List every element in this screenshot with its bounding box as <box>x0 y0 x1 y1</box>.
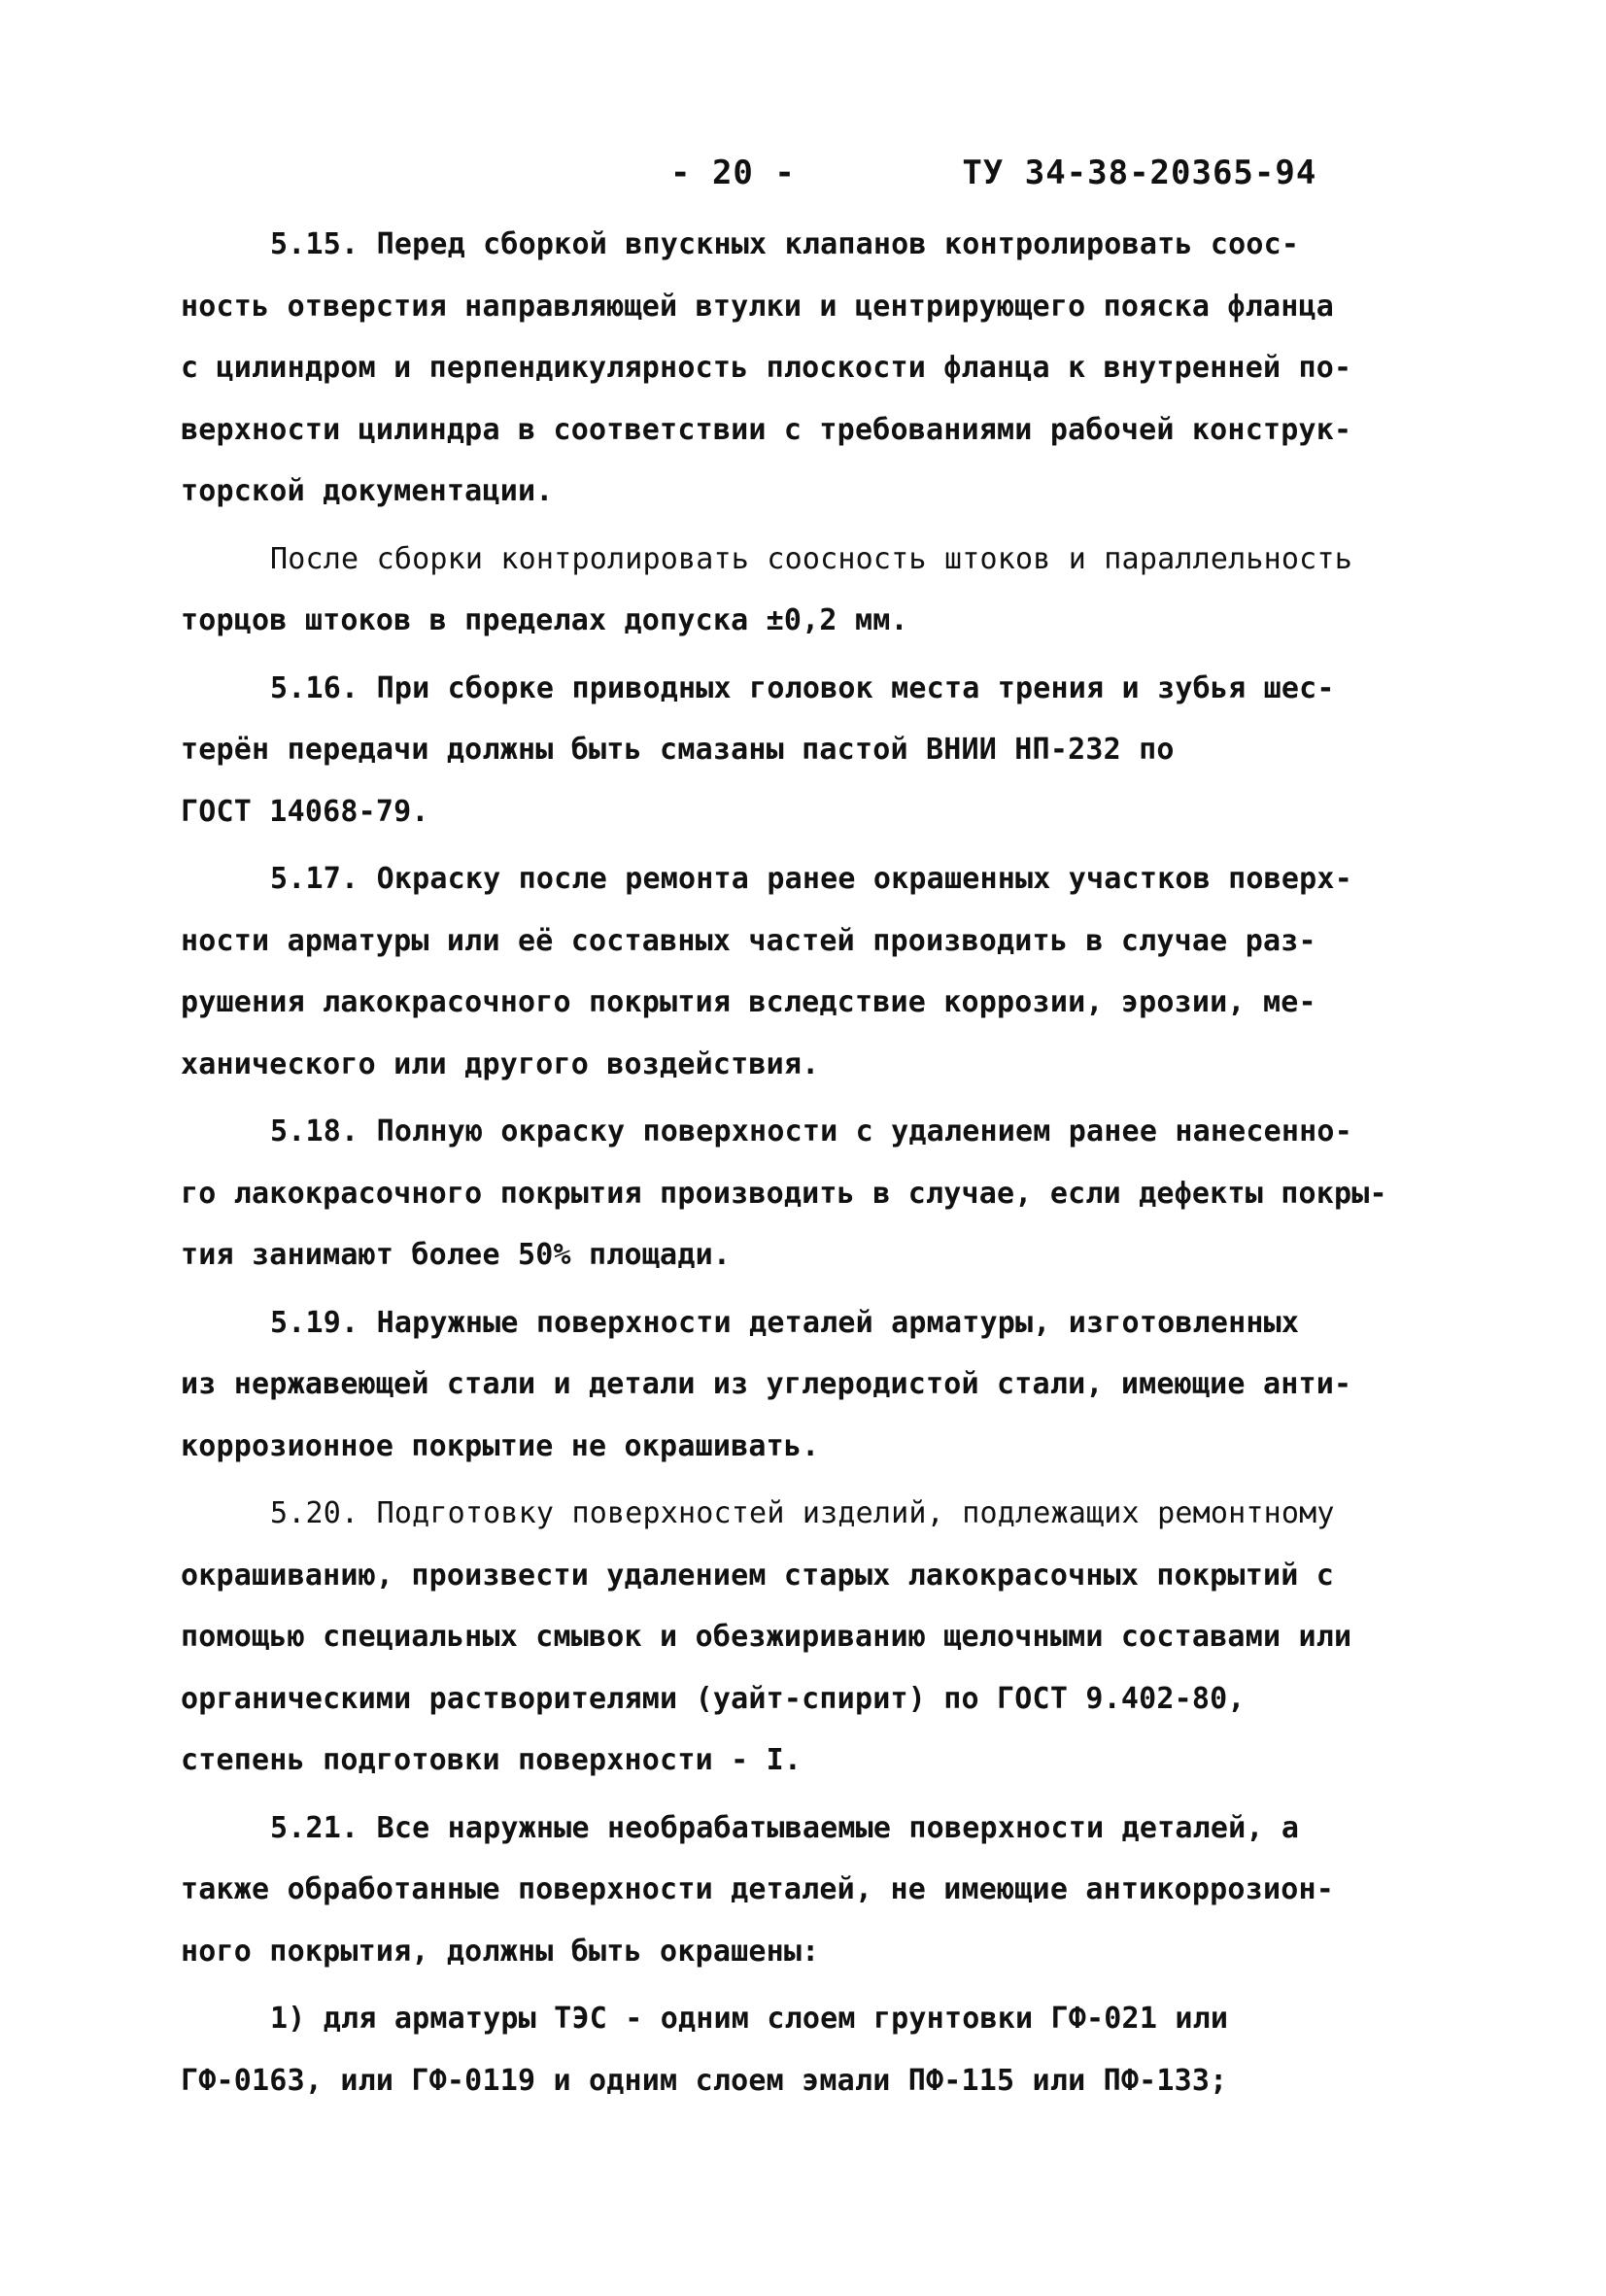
text-line: помощью специальных смывок и обезжириванию щелочными составами или <box>181 1620 1352 1654</box>
text-line: с цилиндром и перпендикулярность плоскости фланца к внутренней по- <box>181 351 1352 385</box>
text-line: тия занимают более 50% площади. <box>181 1238 732 1272</box>
text-line: органическими растворителями (уайт-спирит) по ГОСТ 9.402-80, <box>181 1681 1246 1716</box>
text-line: ного покрытия, должны быть окрашены: <box>181 1934 820 1969</box>
text-line: коррозионное покрытие не окрашивать. <box>181 1428 820 1463</box>
text-line: торской документации. <box>181 474 554 508</box>
text-line: торцов штоков в пределах допуска ±0,2 мм. <box>181 603 908 637</box>
text-line: ГОСТ 14068-79. <box>181 794 429 829</box>
text-line: 5.20. Подготовку поверхностей изделий, подлежащих ремонтному <box>270 1496 1335 1530</box>
page-header <box>670 154 1316 192</box>
text-line: 5.16. При сборке приводных головок места трения и зубья шес- <box>270 670 1335 705</box>
text-line: также обработанные поверхности деталей, не имеющие антикоррозион- <box>181 1872 1334 1906</box>
text-line: окрашиванию, произвести удалением старых лакокрасочных покрытий с <box>181 1558 1334 1593</box>
text-line: ности арматуры или её составных частей производить в случае раз- <box>181 923 1316 958</box>
page-number: - 20 - <box>670 154 796 192</box>
text-line: го лакокрасочного покрытия производить в случае, если дефекты покры- <box>181 1176 1387 1211</box>
text-line: 5.19. Наружные поверхности деталей арматуры, изготовленных <box>270 1305 1300 1340</box>
text-line: рушения лакокрасочного покрытия вследствие коррозии, эрозии, ме- <box>181 985 1316 1019</box>
text-line: 5.15. Перед сборкой впускных клапанов контролировать соос- <box>270 227 1300 261</box>
document-code: ТУ 34-38-20365-94 <box>962 154 1317 192</box>
text-line: из нержавеющей стали и детали из углеродистой стали, имеющие анти- <box>181 1367 1352 1401</box>
text-line: степень подготовки поверхности - I. <box>181 1743 803 1777</box>
text-line: 1) для арматуры ТЭС - одним слоем грунтовки ГФ-021 или <box>270 2002 1229 2036</box>
text-line: 5.21. Все наружные необрабатываемые поверхности деталей, а <box>270 1810 1300 1845</box>
text-line: верхности цилиндра в соответствии с требованиями рабочей конструк- <box>181 412 1352 447</box>
document-body <box>181 214 1444 2111</box>
text-line: После сборки контролировать соосность штоков и параллельность <box>270 541 1352 576</box>
text-line: 5.17. Окраску после ремонта ранее окрашенных участков поверх- <box>270 862 1352 896</box>
text-line: ность отверстия направляющей втулки и центрирующего пояска фланца <box>181 289 1334 324</box>
text-line: 5.18. Полную окраску поверхности с удалением ранее нанесенно- <box>270 1114 1352 1148</box>
text-line: ханического или другого воздействия. <box>181 1046 820 1081</box>
text-line: ГФ-0163, или ГФ-0119 и одним слоем эмали ПФ-115 или ПФ-133; <box>181 2063 1228 2098</box>
text-line: терён передачи должны быть смазаны пастой ВНИИ НП-232 по <box>181 733 1175 767</box>
